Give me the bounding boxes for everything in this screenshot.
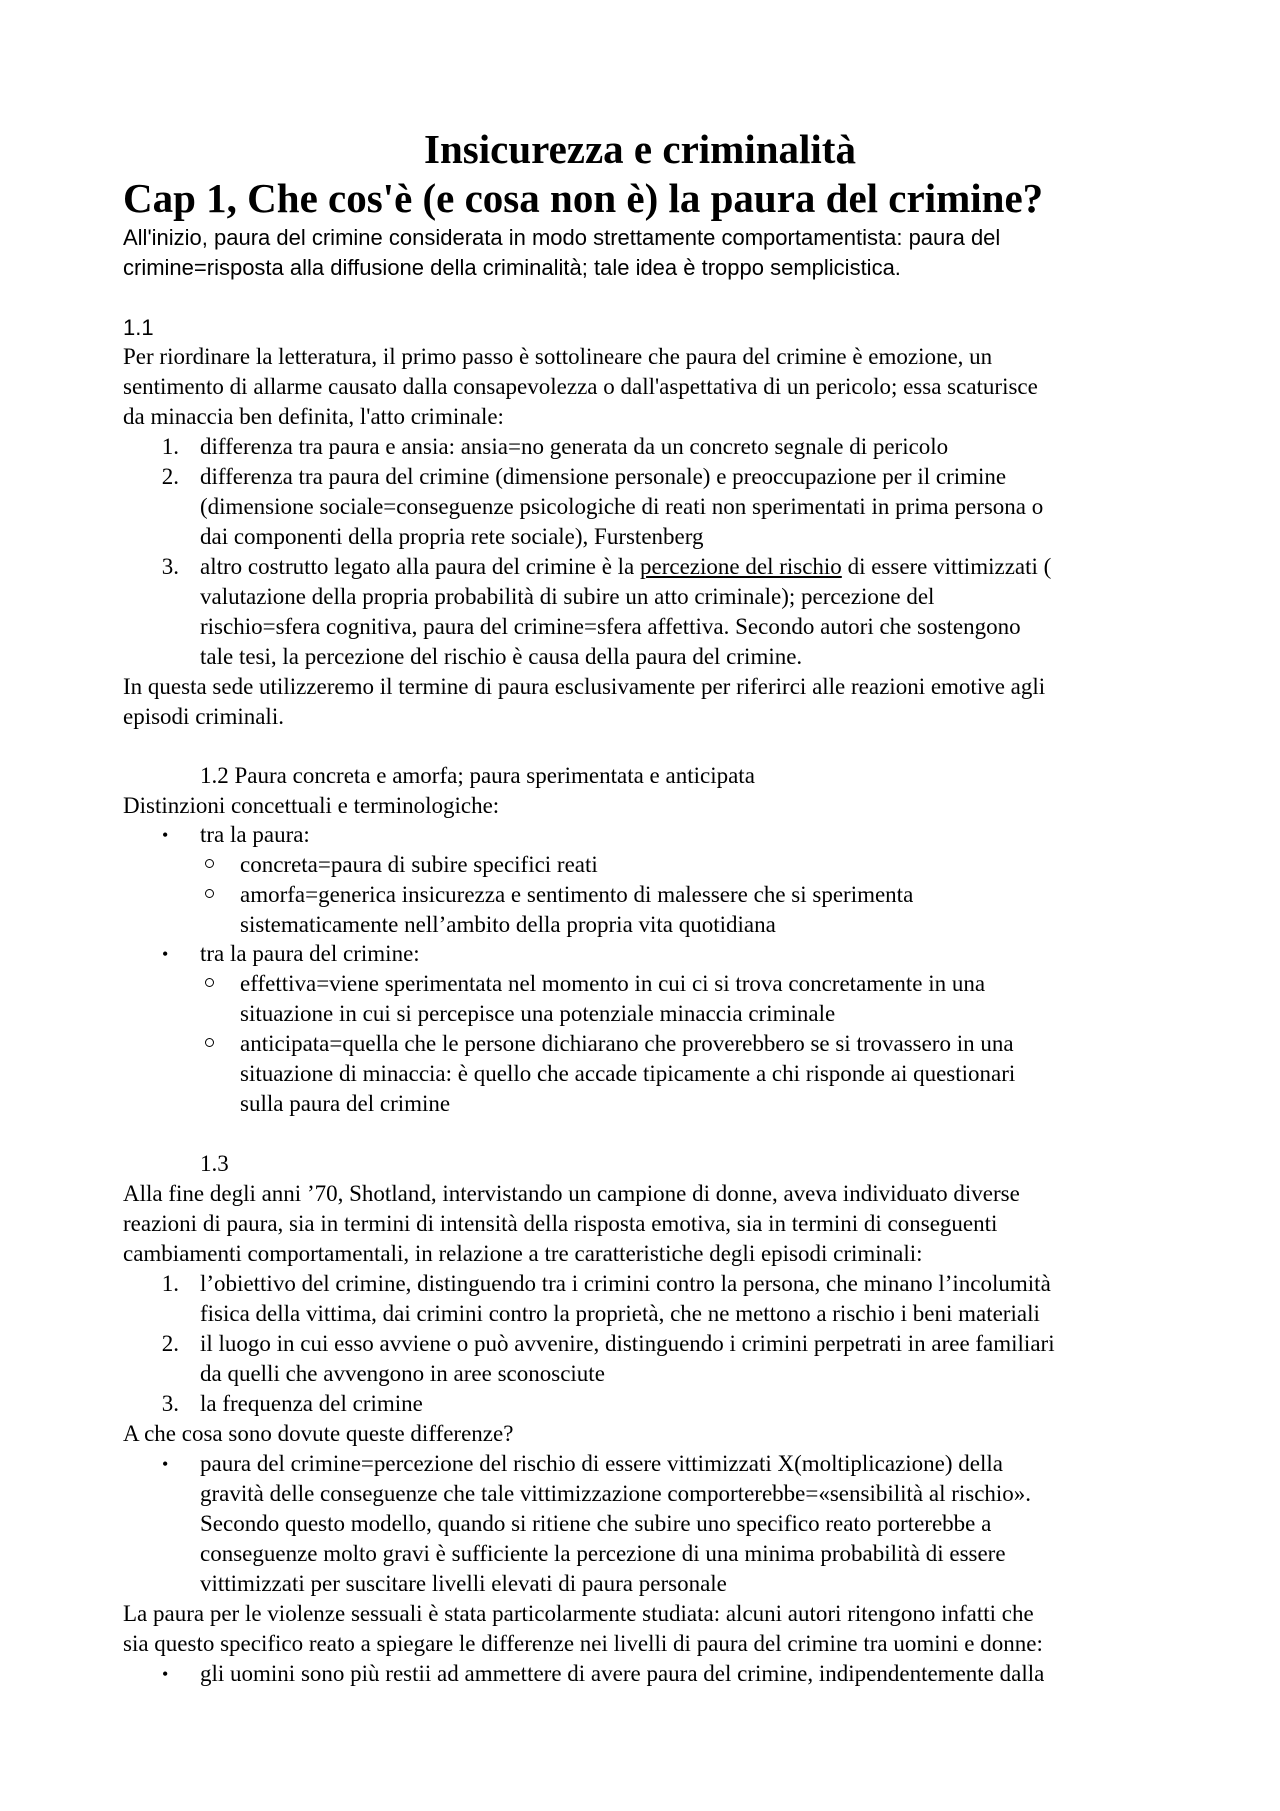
list-marker: 3. — [161, 1391, 179, 1416]
bullet-item-line: gli uomini sono più restii ad ammettere di avere paura del crimine, indipendentemente dalla — [200, 1661, 1045, 1686]
bullet-item-line: Secondo questo modello, quando si ritiene che subire uno specifico reato porterebbe a — [200, 1511, 992, 1536]
list-marker: 2. — [161, 1331, 179, 1356]
intro-line: All'inizio, paura del crimine considerata in modo strettamente comportamentista: paura del — [123, 225, 1001, 250]
bullet-item-line: conseguenze molto gravi è sufficiente la percezione di una minima probabilità di essere — [200, 1541, 1006, 1566]
sub-bullet-line: effettiva=viene sperimentata nel momento in cui ci si trova concretamente in una — [240, 971, 986, 996]
paragraph-line: reazioni di paura, sia in termini di intensità della risposta emotiva, sia in termini di conseguenti — [123, 1211, 998, 1236]
paragraph-line: Distinzioni concettuali e terminologiche: — [123, 793, 500, 818]
section-heading-1-3: 1.3 — [200, 1151, 229, 1176]
sub-bullet-line: sulla paura del crimine — [240, 1091, 451, 1116]
list-item-line: tale tesi, la percezione del rischio è causa della paura del crimine. — [200, 644, 803, 669]
list-item-line: fisica della vittima, dai crimini contro la proprietà, che ne mettono a rischio i beni materiali — [200, 1301, 1040, 1326]
paragraph-line: Per riordinare la letteratura, il primo passo è sottolineare che paura del crimine è emozione, un — [123, 344, 993, 369]
intro-line: crimine=risposta alla diffusione della criminalità; tale idea è troppo semplicistica. — [123, 255, 901, 280]
sub-bullet-line: situazione di minaccia: è quello che accade tipicamente a chi risponde ai questionari — [240, 1061, 1016, 1086]
list-item-line: l’obiettivo del crimine, distinguendo tra i crimini contro la persona, che minano l’incolumità — [200, 1271, 1051, 1296]
paragraph-line: La paura per le violenze sessuali è stata particolarmente studiata: alcuni autori ritengono infatti che — [123, 1601, 1034, 1626]
paragraph-line: sia questo specifico reato a spiegare le differenze nei livelli di paura del crimine tra uomini e donne: — [123, 1631, 1043, 1656]
list-item-line: rischio=sfera cognitiva, paura del crimine=sfera affettiva. Secondo autori che sostengono — [200, 614, 1021, 639]
sub-bullet-line: amorfa=generica insicurezza e sentimento di malessere che si sperimenta — [240, 882, 914, 907]
bullet-marker: • — [162, 825, 169, 845]
list-item-text: altro costrutto legato alla paura del crimine è la — [200, 554, 641, 579]
paragraph-line: sentimento di allarme causato dalla consapevolezza o dall'aspettativa di un pericolo; essa scaturisce — [123, 374, 1038, 399]
list-marker: 1. — [161, 1271, 179, 1296]
document-title: Insicurezza e criminalità — [424, 126, 856, 172]
sub-bullet-marker — [205, 978, 214, 987]
paragraph-line: cambiamenti comportamentali, in relazione a tre caratteristiche degli episodi criminali: — [123, 1241, 923, 1266]
list-item-line: da quelli che avvengono in aree sconosciute — [200, 1361, 605, 1386]
sub-bullet-line: sistematicamente nell’ambito della propria vita quotidiana — [240, 912, 776, 937]
list-item-line: la frequenza del crimine — [200, 1391, 423, 1416]
list-item-line: (dimensione sociale=conseguenze psicologiche di reati non sperimentati in prima persona o — [200, 494, 1044, 519]
paragraph-line: A che cosa sono dovute queste differenze? — [123, 1421, 514, 1446]
list-item-line: valutazione della propria probabilità di subire un atto criminale); percezione del — [200, 584, 935, 609]
paragraph-line: da minaccia ben definita, l'atto criminale: — [123, 404, 504, 429]
bullet-marker: • — [162, 1454, 169, 1474]
section-heading-1-1: 1.1 — [123, 315, 154, 340]
list-item-text: di essere vittimizzati ( — [841, 554, 1052, 579]
list-item-line: il luogo in cui esso avviene o può avvenire, distinguendo i crimini perpetrati in aree familiari — [200, 1331, 1055, 1356]
list-item-line: dai componenti della propria rete sociale), Furstenberg — [200, 524, 704, 549]
list-item-line — [200, 552, 1051, 582]
sub-bullet-marker — [205, 859, 214, 868]
paragraph-line: episodi criminali. — [123, 704, 284, 729]
bullet-item-line: tra la paura del crimine: — [200, 941, 420, 966]
sub-bullet-line: situazione in cui si percepisce una potenziale minaccia criminale — [240, 1001, 836, 1026]
bullet-item-line: tra la paura: — [200, 822, 310, 847]
underlined-term: percezione del rischio — [640, 554, 842, 579]
sub-bullet-marker — [205, 889, 214, 898]
bullet-marker: • — [162, 1664, 169, 1684]
bullet-item-line: gravità delle conseguenze che tale vittimizzazione comporterebbe=«sensibilità al rischio». — [200, 1481, 1032, 1506]
list-marker: 1. — [161, 434, 179, 459]
sub-bullet-line: anticipata=quella che le persone dichiarano che proverebbero se si trovassero in una — [240, 1031, 1014, 1056]
sub-bullet-line: concreta=paura di subire specifici reati — [240, 852, 598, 877]
section-heading-1-2: 1.2 Paura concreta e amorfa; paura sperimentata e anticipata — [200, 763, 755, 788]
sub-bullet-marker — [205, 1038, 214, 1047]
bullet-marker: • — [162, 944, 169, 964]
list-item-line: differenza tra paura e ansia: ansia=no generata da un concreto segnale di pericolo — [200, 434, 949, 459]
bullet-item-line: paura del crimine=percezione del rischio di essere vittimizzati X(moltiplicazione) della — [200, 1451, 1003, 1476]
list-marker: 3. — [161, 554, 179, 579]
paragraph-line: In questa sede utilizzeremo il termine di paura esclusivamente per riferirci alle reazioni emotive agli — [123, 674, 1046, 699]
bullet-item-line: vittimizzati per suscitare livelli elevati di paura personale — [200, 1571, 727, 1596]
list-item-line: differenza tra paura del crimine (dimensione personale) e preoccupazione per il crimine — [200, 464, 1007, 489]
paragraph-line: Alla fine degli anni ’70, Shotland, intervistando un campione di donne, aveva individuato diverse — [123, 1181, 1020, 1206]
list-marker: 2. — [161, 464, 179, 489]
chapter-title: Cap 1, Che cos'è (e cosa non è) la paura del crimine? — [123, 175, 1044, 221]
